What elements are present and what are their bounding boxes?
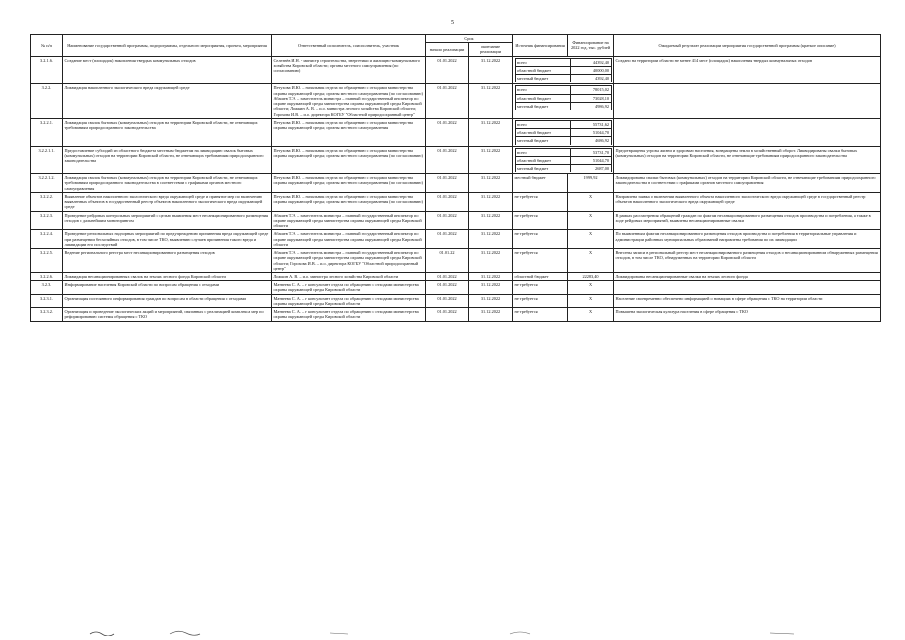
row-end-date: 31.12.2022 (469, 56, 513, 84)
header-financing: Финансирование на 2022 год, тыс. рублей (568, 35, 614, 57)
row-financing-amount: 1999,92 (568, 174, 614, 193)
table-row (31, 272, 881, 280)
row-number: 3.2.1.6. (31, 56, 63, 84)
row-end-date: 31.12.2022 (469, 272, 513, 280)
row-name: Выявление объектов накопленного экологического вреда окружающей среде и принятие мер по включению выявленных объектов в государственный реестр объектов накопленного экологического вреда окружающей среде (63, 192, 272, 211)
row-start-date: 01.01.2022 (426, 118, 469, 146)
row-name: Проведение рейдовых контрольных мероприятий с целью выявления мест несанкционированного размещения отходов с дальнейшим мониторингом (63, 211, 272, 230)
table-row (31, 281, 881, 294)
row-name: Предоставление субсидий из областного бюджета местным бюджетам на ликвидацию свалок бытовых (коммунальных) отходов на территории Кировской области, не отвечающих требованиям природоохранного законодательства (63, 146, 272, 174)
row-number: 3.2.2. (31, 84, 63, 118)
financing-source: областной бюджет (515, 156, 571, 164)
table-row (31, 84, 881, 118)
header-source: Источник финансирования (513, 35, 568, 57)
row-start-date: 01.01.2022 (426, 230, 469, 249)
row-end-date: 31.12.2022 (469, 281, 513, 294)
row-end-date: 31.12.2022 (469, 192, 513, 211)
row-start-date: 01.01.2022 (426, 281, 469, 294)
row-expected-result: Повышена экологическая культура населения в сфере обращения с ТКО (614, 308, 881, 321)
financing-source: всего (515, 86, 571, 94)
row-financing-breakdown (513, 84, 614, 118)
row-financing-source: местный бюджет (513, 174, 568, 193)
row-number: 3.2.2.6. (31, 272, 63, 280)
row-name: Информирование населения Кировской области по вопросам обращения с отходами (63, 281, 272, 294)
row-executor: Петухова И.Ю. – начальник отдела по обращению с отходами министерства охраны окружающей среды; органы местного самоуправления (по согласованию) (272, 174, 426, 193)
row-executor: Матвеева С. А. – г консультант отдела по обращению с отходами министерства охраны окружающей среды Кировской области (272, 308, 426, 321)
row-end-date: 31.12.2022 (469, 118, 513, 146)
row-financing-source: не требуется (513, 211, 568, 230)
financing-amount: 4392,40 (571, 75, 611, 83)
table-row (31, 294, 881, 307)
header-executor: Ответственный исполнитель, соисполнитель, участник (272, 35, 426, 57)
row-financing-source: не требуется (513, 249, 568, 273)
row-end-date: 31.12.2022 (469, 146, 513, 174)
row-expected-result (614, 281, 881, 294)
table-row (31, 192, 881, 211)
program-table (30, 34, 881, 322)
row-financing-source: не требуется (513, 281, 568, 294)
row-financing-amount: Х (568, 230, 614, 249)
row-financing-amount: Х (568, 294, 614, 307)
row-financing-amount: Х (568, 192, 614, 211)
row-number: 3.2.2.4. (31, 230, 63, 249)
handwritten-signature-marks (80, 628, 820, 636)
row-executor: Петухова И.Ю. – начальник отдела по обращению с отходами министерства охраны окружающей среды; органы местного самоуправления (272, 118, 426, 146)
row-start-date: 01.01.22 (426, 249, 469, 273)
financing-source: местный бюджет (515, 164, 571, 172)
table-row (31, 146, 881, 174)
table-row (31, 56, 881, 84)
row-number: 3.2.2.2. (31, 192, 63, 211)
row-expected-result: Направлена заявка о включении выявленного объекта накопленного экологического вреда окружающей среде в государственный реестр объектов накопленного экологического вреда окружающей среде (614, 192, 881, 211)
row-start-date: 01.01.2022 (426, 174, 469, 193)
row-name: Проведение региональных надзорных мероприятий по предупреждению причинения вреда окружающей среде при размещении бесхозяйных отходов, в том числе ТКО, выявлению случаев причинения такого вреда и ликвидации его последствий (63, 230, 272, 249)
page-number: 5 (451, 20, 454, 26)
row-end-date: 31.12.2022 (469, 211, 513, 230)
row-number: 3.2.3.2. (31, 308, 63, 321)
row-expected-result: Население своевременно обеспечено информацией о новациях в сфере обращения с ТКО на территории области (614, 294, 881, 307)
row-number: 3.2.3. (31, 281, 63, 294)
row-start-date: 01.01.2022 (426, 272, 469, 280)
row-executor: Петухова И.Ю. – начальник отдела по обращению с отходами министерства охраны окружающей среды; органы местного самоуправления (по согласованию) (272, 192, 426, 211)
row-executor: Абашев Т.Э. – заместитель министра – главный государственный инспектор по охране окружающей среды министерства охраны окружающей среды Кировской области (272, 230, 426, 249)
row-name: Организация постоянного информирования граждан по вопросам в области обращения с отходами (63, 294, 272, 307)
row-end-date: 31.12.2022 (469, 294, 513, 307)
row-end-date: 31.12.2022 (469, 174, 513, 193)
row-start-date: 01.01.2022 (426, 146, 469, 174)
financing-amount: 51044,70 (571, 156, 611, 164)
financing-source: всего (515, 58, 571, 66)
row-number: 3.2.2.5. (31, 249, 63, 273)
row-start-date: 01.01.2022 (426, 84, 469, 118)
row-name: Организация и проведение экологических акций и мероприятий, связанных с реализацией комплекса мер по реформированию системы обращения с ТКО (63, 308, 272, 321)
row-executor: Ложкин А. В. – и.о. министра лесного хозяйства Кировской области (272, 272, 426, 280)
row-name: Ведение регионального реестра мест несанкционированного размещения отходов (63, 249, 272, 273)
row-expected-result (614, 84, 881, 118)
table-row (31, 249, 881, 273)
row-executor: Петухова И.Ю. – начальник отдела по обращению с отходами министерства охраны окружающей среды; органы местного самоуправления (по согласованию) (272, 146, 426, 174)
financing-source: областной бюджет (515, 66, 571, 74)
row-expected-result: Внесены записи в региональный реестр мест несанкционированного размещения отходов о несанкционированном обнаруженных размещения отходов, в том числе ТКО, обнаруженных на территории Кировской области (614, 249, 881, 273)
row-start-date: 01.01.2022 (426, 294, 469, 307)
row-number: 3.2.3.1. (31, 294, 63, 307)
row-expected-result: Предотвращены угрозы жизни и здоровью населения, возвращены земли в хозяйственный оборот. Ликвидированы свалки бытовых (коммунальных) отходов на территории Кировской области, не отвечающие требованиям природоохранного законодательства (614, 146, 881, 174)
financing-amount: 4986,92 (571, 102, 611, 110)
header-result: Ожидаемый результат реализации мероприятия государственной программы (краткое описание) (614, 35, 881, 57)
financing-amount: 73028,10 (571, 94, 611, 102)
row-financing-source: не требуется (513, 308, 568, 321)
financing-amount: 51044,70 (571, 129, 611, 137)
table-row (31, 211, 881, 230)
financing-amount: 55731,62 (571, 120, 611, 128)
financing-amount: 44392,40 (571, 58, 611, 66)
row-financing-source: областной бюджет (513, 272, 568, 280)
financing-amount: 78015,02 (571, 86, 611, 94)
header-name: Наименование государственной программы, подпрограммы, отдельного мероприятия, проекта, мероприятия (63, 35, 272, 57)
table-header (31, 35, 881, 57)
row-name: Ликвидация свалок бытовых (коммунальных) отходов на территории Кировской области, не отвечающих требованиям природоохранного законодательства в соответствии с графиками органов местного самоуправления (63, 174, 272, 193)
row-start-date: 01.01.2022 (426, 211, 469, 230)
row-executor: Матвеева С. А. – г консультант отдела по обращению с отходами министерства охраны окружающей среды Кировской области (272, 281, 426, 294)
row-financing-source: не требуется (513, 294, 568, 307)
table-row (31, 174, 881, 193)
row-name: Ликвидация несанкционированных свалок на землях лесного фонда Кировской области (63, 272, 272, 280)
row-number: 3.2.2.1. (31, 118, 63, 146)
row-number: 3.2.2.3. (31, 211, 63, 230)
financing-amount: 2687,00 (571, 164, 611, 172)
row-executor: Абашев Т.Э. – заместитель министра – главный государственный инспектор по охране окружающей среды министерства охраны окружающей среды Кировской области; Горохова И.В. – и.о. директора КОГБУ "Областной природоохранный центр" (272, 249, 426, 273)
row-expected-result: По выявленным фактам несанкционированного размещения отходов производства и потребления в территориальные управления и администрации районных муниципальных образований направлены требования по их ликвидации (614, 230, 881, 249)
financing-source: всего (515, 148, 571, 156)
table-row (31, 308, 881, 321)
row-executor: Матвеева С. А. – г консультант отдела по обращению с отходами министерства охраны окружающей среды Кировской области (272, 294, 426, 307)
row-name: Ликвидация накопленного экологического вреда окружающей среде (63, 84, 272, 118)
row-end-date: 31.12.2022 (469, 249, 513, 273)
row-number: 3.2.2.1.1. (31, 146, 63, 174)
header-term: Срок (426, 35, 513, 43)
row-start-date: 01.01.2022 (426, 192, 469, 211)
row-start-date: 01.01.2022 (426, 308, 469, 321)
row-executor: Селезнёв И.Н. - министр строительства, энергетики и жилищно-коммунального хозяйства Кировской области; органы местного самоуправления (по согласованию) (272, 56, 426, 84)
row-executor: Абашев Т.Э. – заместитель министра – главный государственный инспектор по охране окружающей среды министерства охраны окружающей среды Кировской области (272, 211, 426, 230)
row-financing-amount: Х (568, 249, 614, 273)
row-number: 3.2.2.1.2. (31, 174, 63, 193)
row-financing-source: не требуется (513, 192, 568, 211)
financing-amount: 40000,00 (571, 66, 611, 74)
row-financing-source: не требуется (513, 230, 568, 249)
row-executor: Петухова И.Ю. – начальник отдела по обращению с отходами министерства охраны окружающей среды; органы местного самоуправления (по согласованию) Абашев Т.Э. – заместитель министра – главный государственный инспектор по охране окружающей среды министерства охраны окружающей среды Кировской области; Ложкин А. В. – и.о. министра лесного хозяйства Кировской области; Горохова И.В. – и.о. директора КОГБУ "Областной природоохранный центр" (272, 84, 426, 118)
financing-source: всего (515, 120, 571, 128)
row-end-date: 31.12.2022 (469, 230, 513, 249)
table-body (31, 56, 881, 321)
row-end-date: 31.12.2022 (469, 84, 513, 118)
header-num: № п/п (31, 35, 63, 57)
row-financing-breakdown (513, 118, 614, 146)
row-financing-amount: Х (568, 211, 614, 230)
row-financing-breakdown (513, 56, 614, 84)
row-expected-result: Ликвидированы свалки бытовых (коммунальных) отходов на территории Кировской области, не отвечающие требованиям природоохранного законодательства в соответствии с графиками органов местного самоуправления (614, 174, 881, 193)
row-financing-amount: 22283,40 (568, 272, 614, 280)
financing-amount: 53731,70 (571, 148, 611, 156)
row-financing-amount: Х (568, 308, 614, 321)
financing-source: областной бюджет (515, 94, 571, 102)
row-start-date: 01.01.2022 (426, 56, 469, 84)
financing-source: областной бюджет (515, 129, 571, 137)
table-row (31, 230, 881, 249)
row-financing-breakdown (513, 146, 614, 174)
financing-source: местный бюджет (515, 75, 571, 83)
row-name: Ликвидация свалок бытовых (коммунальных) отходов на территории Кировской области, не отвечающих требованиям природоохранного законодательства (63, 118, 272, 146)
financing-amount: 4686,92 (571, 137, 611, 145)
row-end-date: 31.12.2022 (469, 308, 513, 321)
table-row (31, 118, 881, 146)
header-end: окончание реализации (469, 43, 513, 56)
row-name: Создание мест (площадок) накопления твердых коммунальных отходов (63, 56, 272, 84)
row-financing-amount: Х (568, 281, 614, 294)
row-expected-result: Создано на территории области не менее 414 мест (площадок) накопления твердых коммунальных отходов (614, 56, 881, 84)
financing-source: местный бюджет (515, 102, 571, 110)
row-expected-result: В рамках рассмотрения обращений граждан по фактам несанкционированного размещения отходов производства и потребления, а также в ходе рейдовых мероприятий, выявлены несанкционированные свалки (614, 211, 881, 230)
row-expected-result: Ликвидированы несанкционированные свалки на землях лесного фонда (614, 272, 881, 280)
header-start: начало реализации (426, 43, 469, 56)
row-expected-result (614, 118, 881, 146)
financing-source: местный бюджет (515, 137, 571, 145)
